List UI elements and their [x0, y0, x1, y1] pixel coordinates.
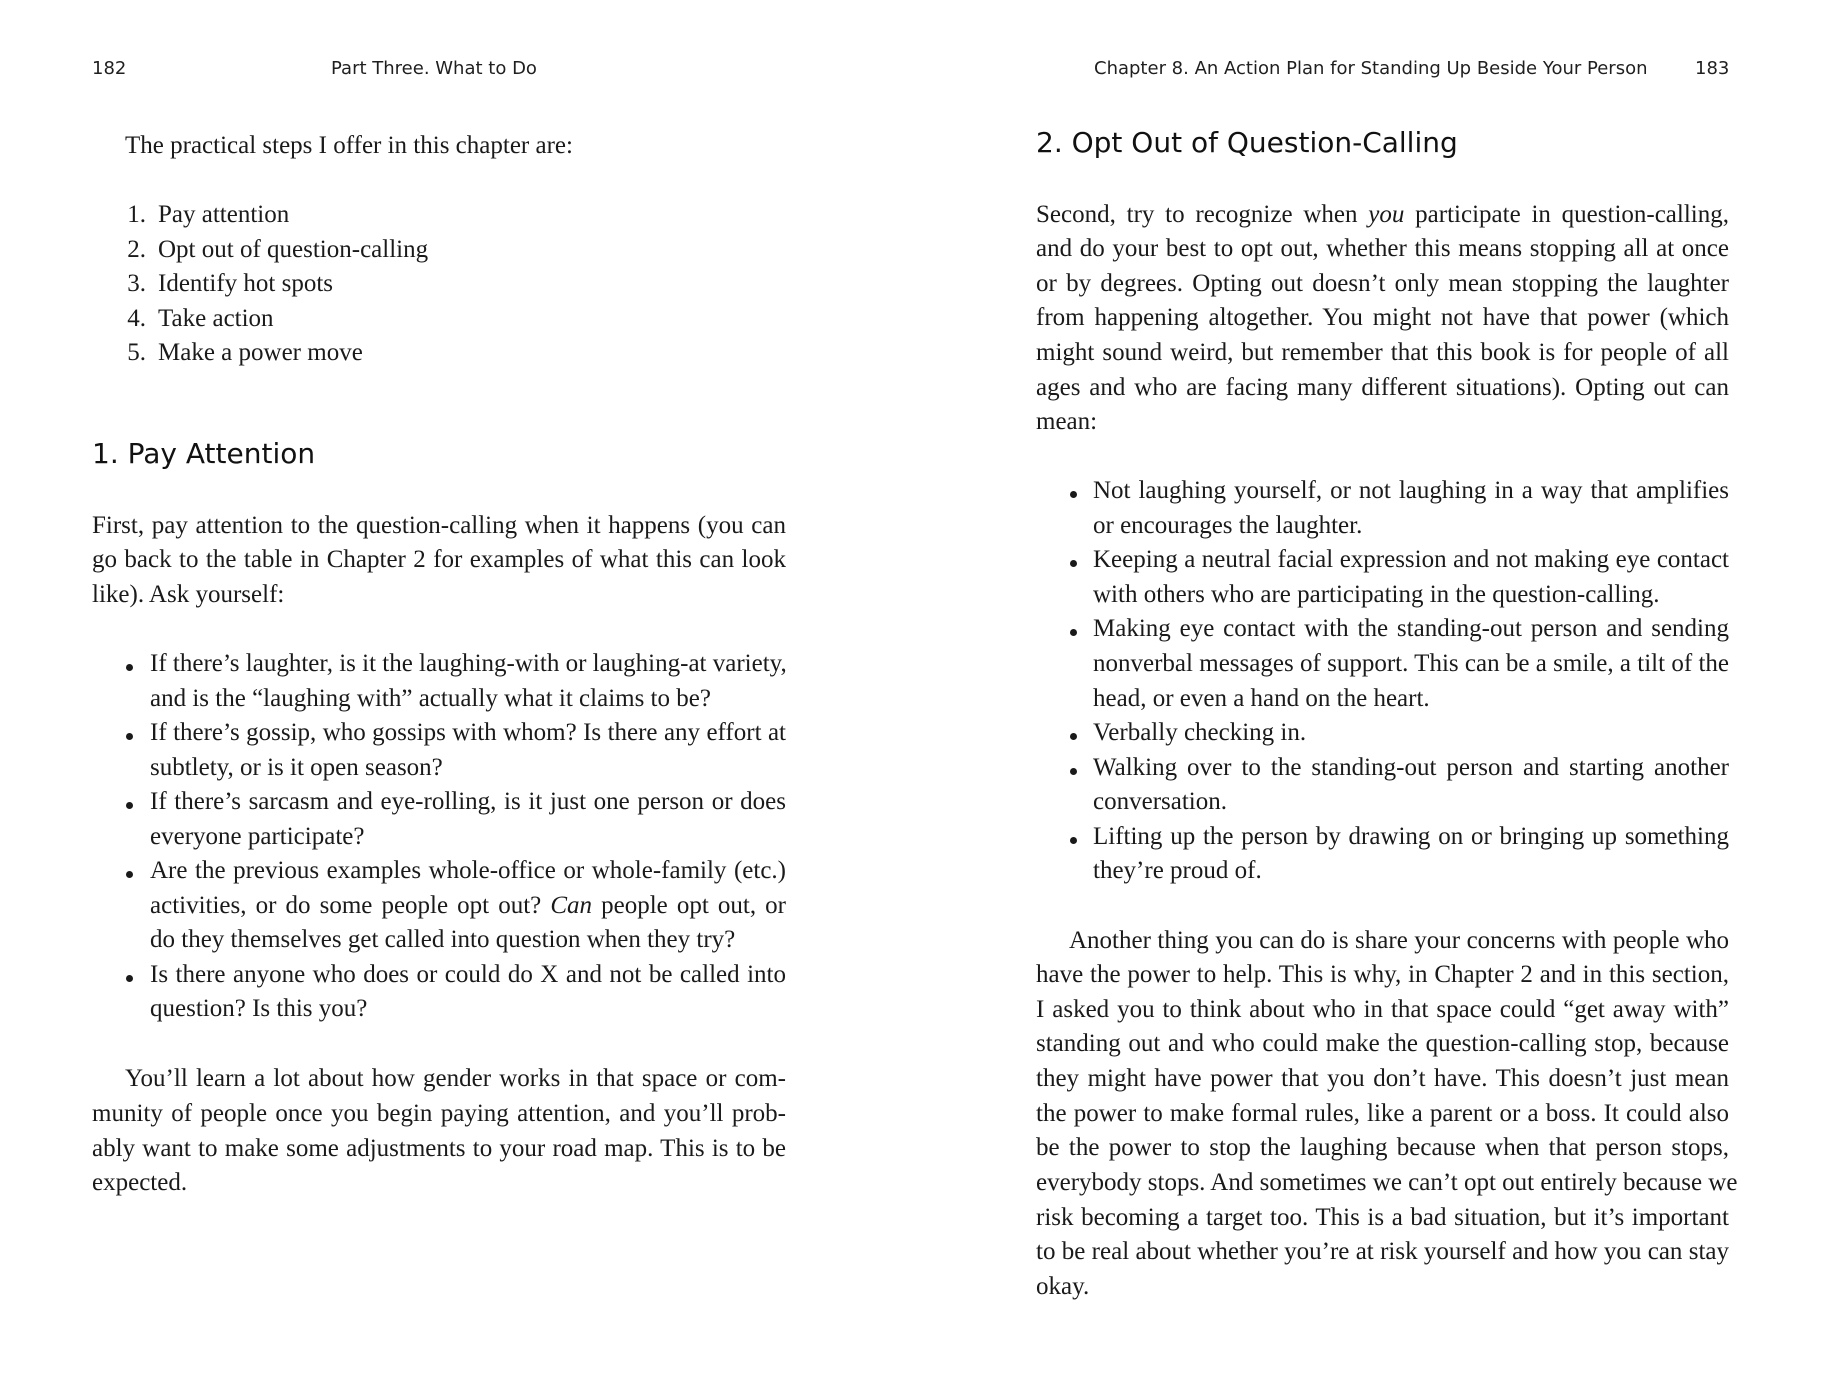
paragraph-line: like). Ask yourself:: [92, 581, 285, 608]
bullet-icon: [126, 802, 133, 809]
bullet-line: [150, 889, 786, 923]
step-text: Take action: [158, 305, 274, 332]
step-text: Opt out of question-calling: [158, 236, 429, 263]
bullet-line: do they themselves get called into question when they try?: [150, 926, 736, 953]
right-page: [910, 0, 1821, 1396]
bullet-line: with others who are participating in the question-calling.: [1093, 581, 1660, 608]
bullet-line: If there’s sarcasm and eye-rolling, is it just one person or does: [150, 788, 786, 815]
bullet-line: Verbally checking in.: [1093, 719, 1307, 746]
bullet-line: Making eye contact with the standing-out person and sending: [1093, 615, 1729, 642]
paragraph-line: to be real about whether you’re at risk yourself and how you can stay: [1036, 1238, 1729, 1265]
bullet-icon: [1070, 837, 1077, 844]
emphasis-text: you: [1368, 201, 1405, 228]
step-text: Make a power move: [158, 339, 363, 366]
paragraph-line: have the power to help. This is why, in Chapter 2 and in this section,: [1036, 961, 1729, 988]
intro-text: The practical steps I offer in this chapter are:: [125, 132, 573, 159]
bullet-line: Is there anyone who does or could do X and not be called into: [150, 961, 786, 988]
bullet-line: question? Is this you?: [150, 995, 368, 1022]
paragraph-line: they might have power that you don’t have. This doesn’t just mean: [1036, 1065, 1729, 1092]
bullet-icon: [1070, 629, 1077, 636]
step-text: Pay attention: [158, 201, 290, 228]
page-number-right: 183: [1695, 58, 1730, 79]
running-head-right: Chapter 8. An Action Plan for Standing Up Beside Your Person: [1094, 58, 1648, 79]
paragraph-line: okay.: [1036, 1273, 1090, 1300]
left-page: [0, 0, 910, 1396]
paragraph-line: ages and who are facing many different situations). Opting out can: [1036, 374, 1729, 401]
bullet-line: subtlety, or is it open season?: [150, 754, 443, 781]
bullet-icon: [1070, 560, 1077, 567]
bullet-line: Not laughing yourself, or not laughing in a way that amplifies: [1093, 477, 1729, 504]
running-head-left: Part Three. What to Do: [331, 58, 537, 79]
paragraph-line: [1036, 198, 1729, 232]
paragraph-line: standing out and who could make the question-calling stop, because: [1036, 1030, 1729, 1057]
bullet-line: If there’s laughter, is it the laughing-with or laughing-at variety,: [150, 650, 787, 677]
bullet-line: or encourages the laughter.: [1093, 512, 1363, 539]
step-number: 2.: [127, 236, 146, 263]
page-number-left: 182: [92, 58, 127, 79]
bullet-line: Walking over to the standing-out person and starting another: [1093, 754, 1729, 781]
paragraph-line: First, pay attention to the question-calling when it happens (you can: [92, 512, 786, 539]
bullet-line: nonverbal messages of support. This can be a smile, a tilt of the: [1093, 650, 1729, 677]
bullet-line: they’re proud of.: [1093, 857, 1262, 884]
paragraph-line: go back to the table in Chapter 2 for examples of what this can look: [92, 546, 786, 573]
bullet-line: Are the previous examples whole-office or whole-family (etc.): [150, 857, 786, 884]
paragraph-text: Second, try to recognize when: [1036, 201, 1369, 228]
paragraph-text: participate in question-calling,: [1404, 201, 1729, 228]
paragraph-line: expected.: [92, 1169, 188, 1196]
step-number: 1.: [127, 201, 146, 228]
bullet-line: Keeping a neutral facial expression and not making eye contact: [1093, 546, 1729, 573]
step-number: 3.: [127, 270, 146, 297]
paragraph-line: Another thing you can do is share your concerns with people who: [1069, 927, 1729, 954]
paragraph-line: munity of people once you begin paying attention, and you’ll prob-: [92, 1100, 786, 1127]
bullet-line: and is the “laughing with” actually what it claims to be?: [150, 685, 711, 712]
paragraph-line: be the power to stop the laughing because when that person stops,: [1036, 1134, 1729, 1161]
paragraph-line: and do your best to opt out, whether this means stopping all at once: [1036, 235, 1729, 262]
paragraph-line: I asked you to think about who in that space could “get away with”: [1036, 996, 1729, 1023]
bullet-line: Lifting up the person by drawing on or bringing up something: [1093, 823, 1729, 850]
bullet-icon: [126, 975, 133, 982]
paragraph-line: might sound weird, but remember that this book is for people of all: [1036, 339, 1729, 366]
bullet-icon: [1070, 768, 1077, 775]
bullet-line: If there’s gossip, who gossips with whom? Is there any effort at: [150, 719, 786, 746]
paragraph-line: mean:: [1036, 408, 1098, 435]
bullet-line: head, or even a hand on the heart.: [1093, 685, 1430, 712]
bullet-line: everyone participate?: [150, 823, 365, 850]
paragraph-line: You’ll learn a lot about how gender works in that space or com-: [125, 1065, 786, 1092]
bullet-text: activities, or do some people opt out?: [150, 892, 551, 919]
emphasis-text: Can: [550, 892, 593, 919]
step-number: 5.: [127, 339, 146, 366]
bullet-icon: [126, 871, 133, 878]
bullet-line: conversation.: [1093, 788, 1227, 815]
paragraph-line: the power to make formal rules, like a parent or a boss. It could also: [1036, 1100, 1729, 1127]
bullet-icon: [1070, 733, 1077, 740]
paragraph-line: from happening altogether. You might not have that power (which: [1036, 304, 1729, 331]
step-text: Identify hot spots: [158, 270, 333, 297]
paragraph-line: ably want to make some adjustments to your road map. This is to be: [92, 1135, 786, 1162]
paragraph-line: risk becoming a target too. This is a bad situation, but it’s important: [1036, 1204, 1729, 1231]
paragraph-line: or by degrees. Opting out doesn’t only mean stopping the laughter: [1036, 270, 1729, 297]
paragraph-line: everybody stops. And sometimes we can’t opt out entirely because we: [1036, 1169, 1738, 1196]
step-number: 4.: [127, 305, 146, 332]
bullet-icon: [1070, 491, 1077, 498]
section-heading-opt-out: 2. Opt Out of Question-Calling: [1036, 126, 1458, 159]
bullet-text: people opt out, or: [592, 892, 787, 919]
bullet-icon: [126, 664, 133, 671]
section-heading-pay-attention: 1. Pay Attention: [92, 437, 316, 470]
bullet-icon: [126, 733, 133, 740]
